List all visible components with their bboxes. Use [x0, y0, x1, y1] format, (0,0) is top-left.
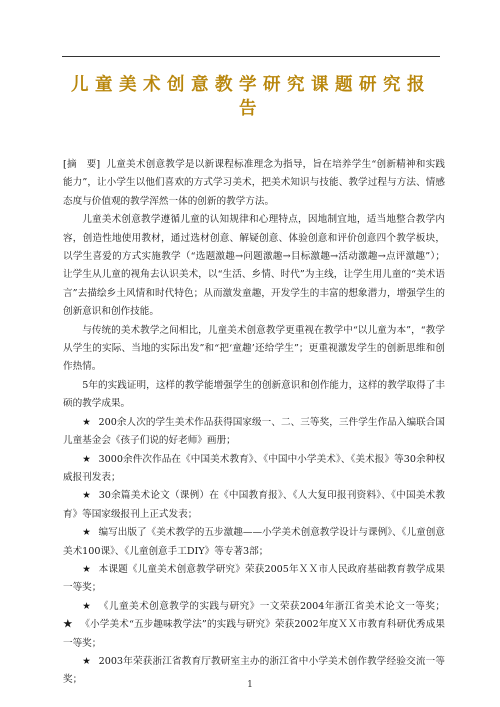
- achievement-item: [63, 487, 445, 524]
- achievement-text: 30余篇美术论文（课例）在《中国教育报》、《人大复印报刊资料》、《中国美术教育》等国家级报刊上正式发表；: [63, 490, 445, 520]
- achievement-item: [63, 561, 445, 598]
- star-bullet-icon: ★: [82, 453, 91, 465]
- body-paragraph: 儿童美术创意教学遵循儿童的认知规律和心理特点，因地制宜地，适当地整合教学内容，创造性地使用教材，通过选材创意、解疑创意、体验创意和评价创意四个教学板块，以学生喜爱的方式实施教学（“选题激趣→问题激趣→目标激趣→活动激趣→点评激趣”）；让学生从儿童的视角去认识美术，以“生活、乡情、时代”为主线，让学生用儿童的“美术语言”去描绘乡土风情和时代特色；从而激发童趣，开发学生的丰富的想象潜力，增强学生的创新意识和创作技能。: [63, 214, 445, 318]
- body-paragraph: 5年的实践证明，这样的教学能增强学生的创新意识和创作能力，这样的教学取得了丰硕的教学成果。: [63, 379, 445, 410]
- achievement-item: [63, 414, 445, 451]
- abstract-paragraph: [63, 156, 445, 211]
- star-bullet-icon: ★: [82, 527, 91, 539]
- achievement-item: [63, 524, 445, 561]
- achievement-item: [63, 598, 445, 653]
- document-title: 儿童美术创意教学研究课题研究报告: [71, 75, 431, 119]
- header-rule: [62, 56, 440, 57]
- achievement-text: 本课题《儿童美术创意教学研究》荣获2005年ＸＸ市人民政府基础教育教学成果一等奖；: [63, 563, 445, 594]
- achievement-text: 200余人次的学生美术作品获得国家级一、二、三等奖，三件学生作品入编联合国儿童基金会《孩子们说的好老师》画册；: [63, 416, 446, 447]
- star-bullet-icon: ★: [82, 490, 92, 502]
- star-bullet-icon: ★: [82, 600, 92, 612]
- star-bullet-icon: ★: [82, 563, 91, 575]
- achievement-text: 3000余件次作品在《中国美术教育》、《中国中小学美术》、《美术报》等30余种权威报刊发表；: [63, 453, 445, 483]
- achievement-text: 2003年荣获浙江省教育厅教研室主办的浙江省中小学美术创作教学经验交流一等奖；: [63, 655, 445, 686]
- achievement-text: 编写出版了《美术教学的五步激趣——小学美术创意教学设计与课例》、《儿童创意美术100课》、《儿童创意手工DIY》等专著3部；: [63, 527, 445, 557]
- document-body: [63, 156, 445, 690]
- star-bullet-icon: ★: [82, 655, 91, 667]
- abstract-label: [摘 要]: [63, 159, 101, 170]
- star-bullet-icon: ★: [82, 416, 91, 428]
- achievement-item: [63, 451, 445, 488]
- achievement-text: 《儿童美术创意教学的实践与研究》一文荣获2004年浙江省美术论文一等奖；: [98, 600, 445, 612]
- page-number: 1: [247, 680, 253, 690]
- body-paragraph: 与传统的美术教学之间相比，儿童美术创意教学更重视在教学中“以儿童为本”，“教学从学生的实际、当地的实际出发”和“把‘童趣’还给学生”；更重视激发学生的创新思维和创作热情。: [63, 324, 445, 373]
- star-bullet-icon: ★: [63, 619, 73, 631]
- achievement-text: 《小学美术“五步趣味教学法”的实践与研究》荣获2002年度ＸＸ市教育科研优秀成果一等奖；: [63, 619, 445, 649]
- abstract-text: 儿童美术创意教学是以新课程标准理念为指导，旨在培养学生“创新精神和实践能力”，让小学生以他们喜欢的方式学习美术，把美术知识与技能、教学过程与方法、情感态度与价值观的教学浑然一体的创新的教学方法。: [63, 159, 445, 207]
